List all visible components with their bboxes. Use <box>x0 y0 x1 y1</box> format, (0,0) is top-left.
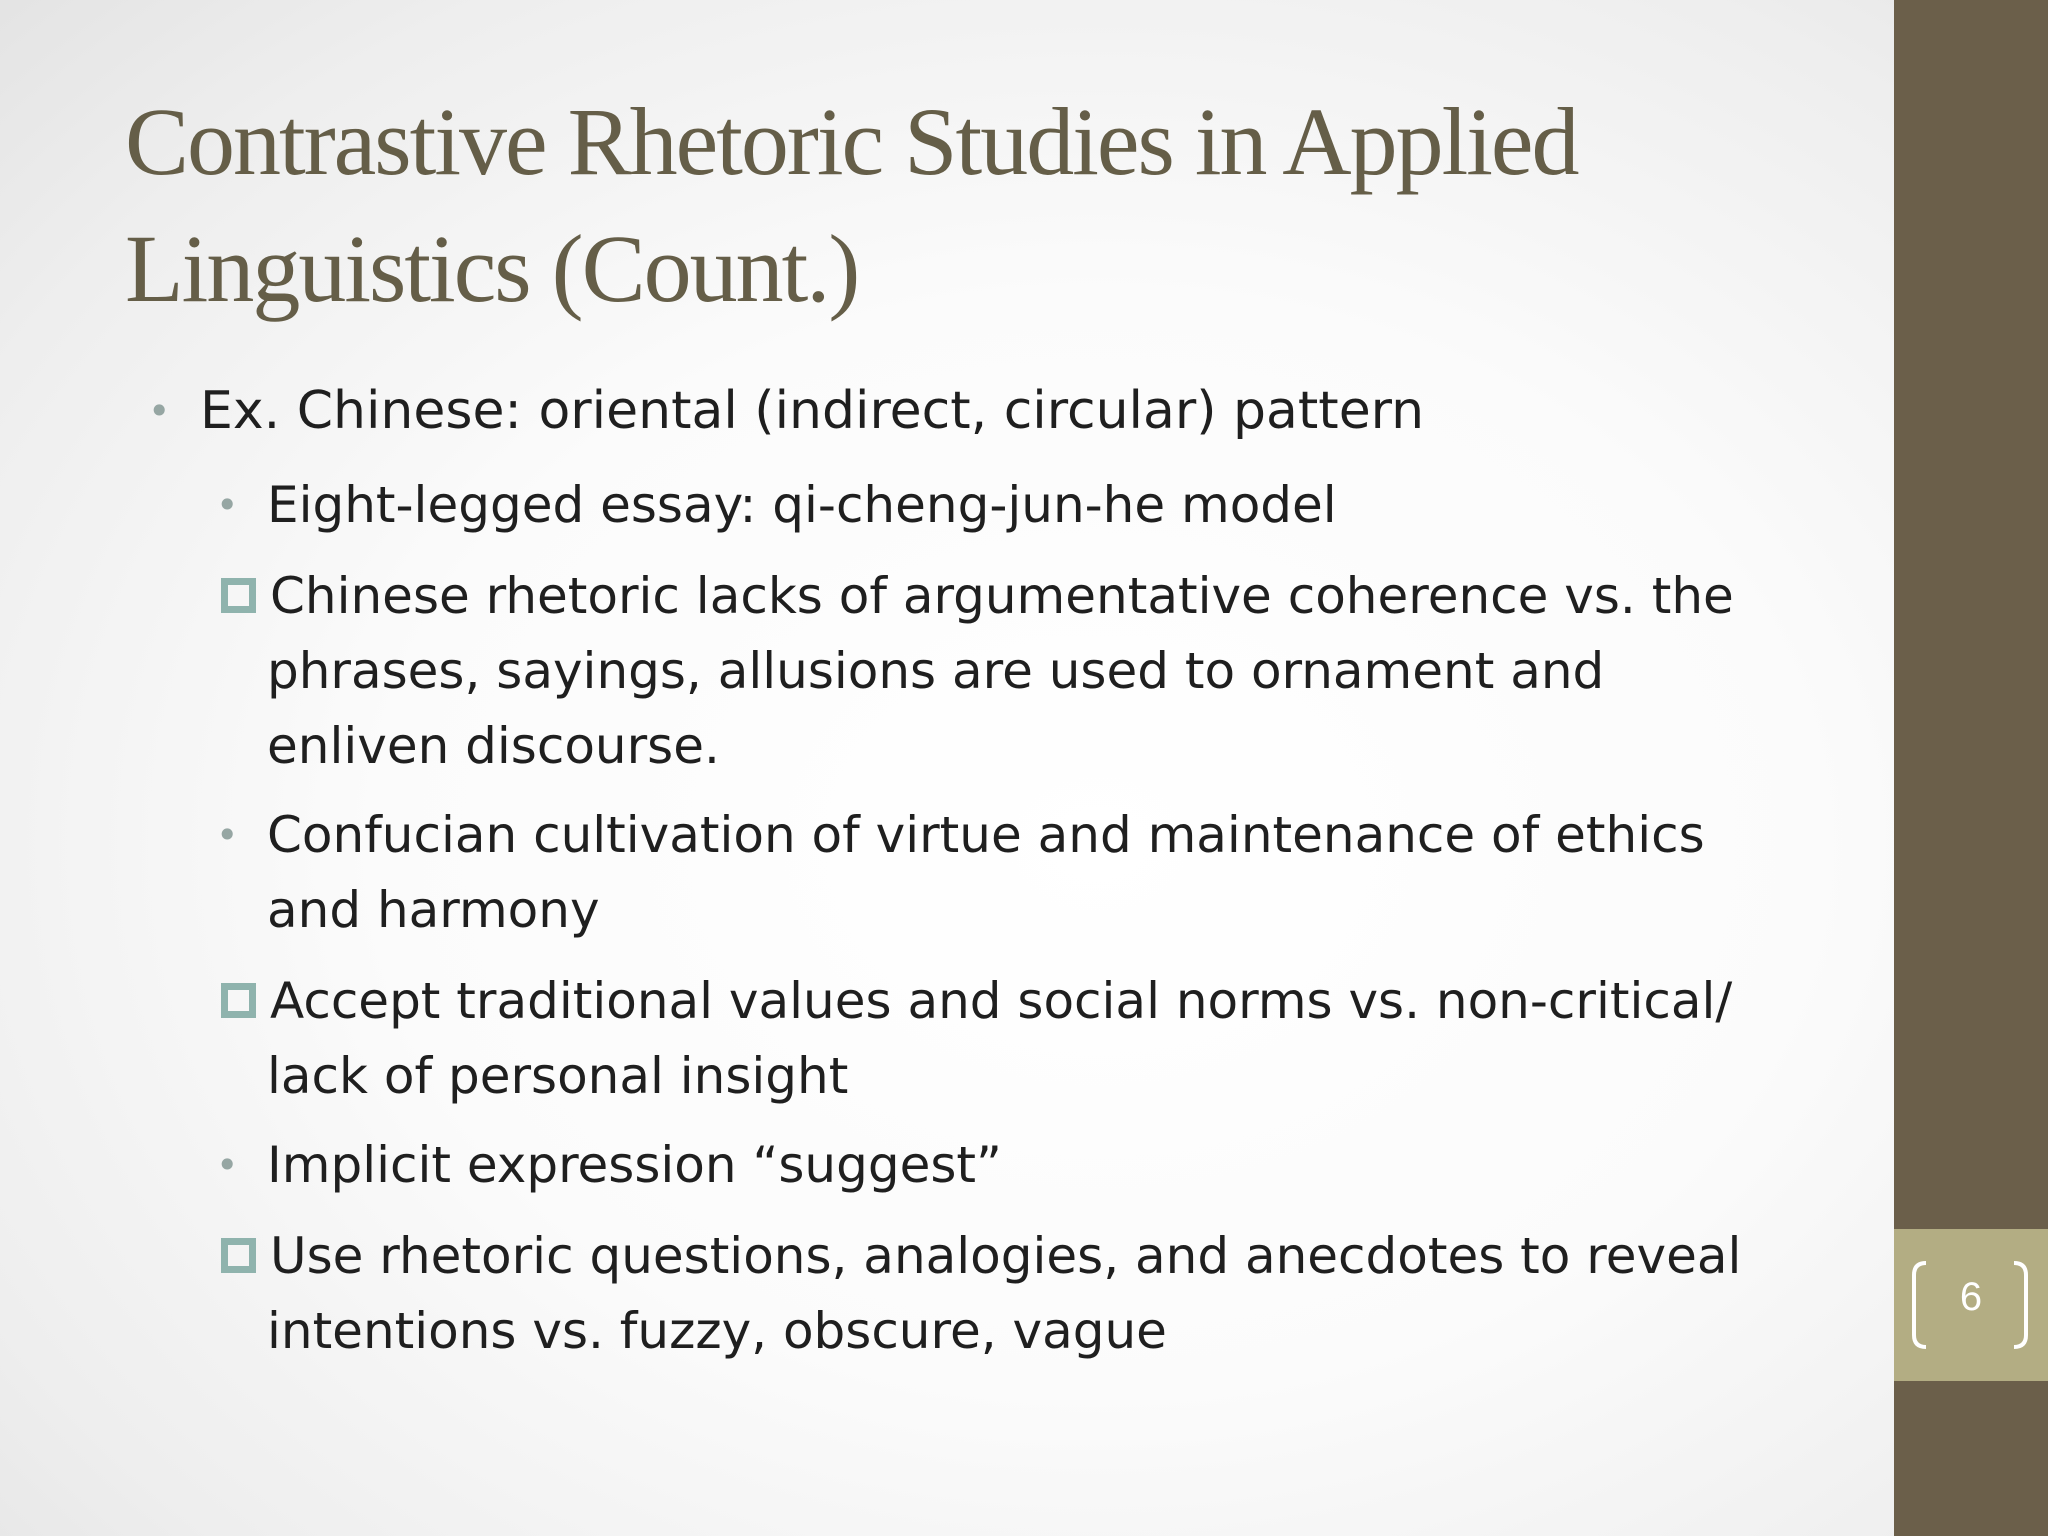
bullet-item-chinese-pattern: Ex. Chinese: oriental (indirect, circular) pattern <box>200 381 1425 441</box>
bullet-item-eight-legged-essay: Eight-legged essay: qi-cheng-jun-he model <box>267 476 1337 534</box>
bullet-item-chinese-rhetoric-line1: Chinese rhetoric lacks of argumentative coherence vs. the <box>270 567 1734 625</box>
bullet-item-accept-values-line2: lack of personal insight <box>267 1047 849 1105</box>
bullet-item-implicit-expression: Implicit expression “suggest” <box>267 1136 1002 1194</box>
bullet-item-confucian-line2: and harmony <box>267 881 600 939</box>
bullet-dot-icon: • <box>216 483 239 527</box>
bullet-dot-icon: • <box>216 1143 239 1187</box>
square-bullet-icon <box>221 983 256 1018</box>
bullet-item-chinese-rhetoric-line2: phrases, sayings, allusions are used to ornament and <box>267 642 1605 700</box>
slide-number: 6 <box>1959 1275 1983 1319</box>
square-bullet-icon <box>221 1238 256 1273</box>
bullet-item-chinese-rhetoric-line3: enliven discourse. <box>267 717 720 775</box>
slide-number-box <box>1894 1229 2048 1381</box>
bullet-dot-icon: • <box>148 389 171 433</box>
title-line-1: Contrastive Rhetoric Studies in Applied <box>125 88 1578 195</box>
title-line-2: Linguistics (Count.) <box>125 215 859 322</box>
square-bullet-icon <box>221 578 256 613</box>
bullet-dot-icon: • <box>216 813 239 857</box>
bullet-item-accept-values-line1: Accept traditional values and social norms vs. non-critical/ <box>270 972 1733 1030</box>
bullet-item-rhetoric-questions-line1: Use rhetoric questions, analogies, and anecdotes to reveal <box>270 1227 1742 1285</box>
bullet-item-confucian-line1: Confucian cultivation of virtue and maintenance of ethics <box>267 806 1705 864</box>
bullet-item-rhetoric-questions-line2: intentions vs. fuzzy, obscure, vague <box>267 1302 1167 1360</box>
